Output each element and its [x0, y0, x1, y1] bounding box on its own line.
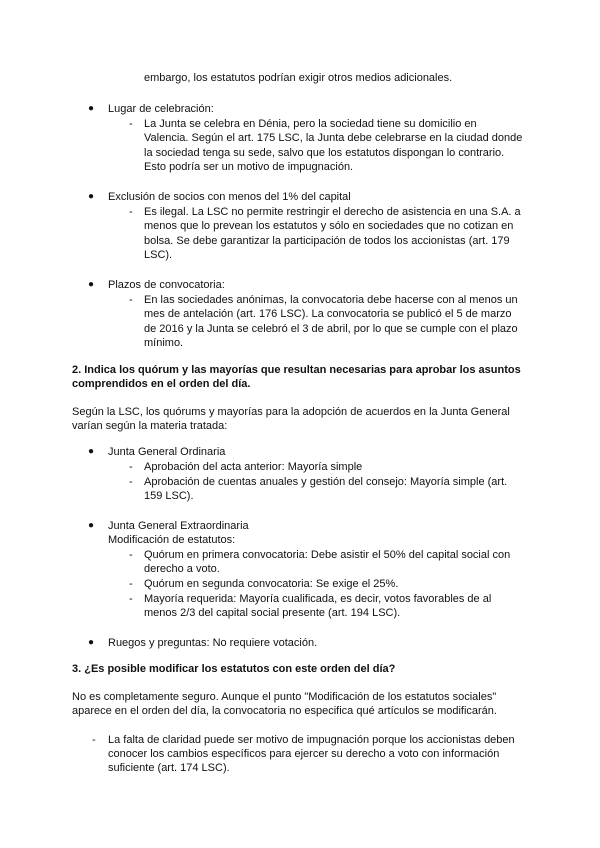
lugar-text: La Junta se celebra en Dénia, pero la sociedad tiene su domicilio en: [144, 118, 477, 130]
jge-text: Mayoría requerida: Mayoría cualificada, es decir, votos favorables de al: [144, 593, 492, 605]
bullet-ruegos: Ruegos y preguntas: No requiere votación.: [108, 637, 318, 649]
plazos-text: En las sociedades anónimas, la convocatoria debe hacerse con al menos un: [144, 294, 518, 306]
bullet-lugar-heading: Lugar de celebración:: [108, 103, 214, 115]
bullet-jge-heading: Junta General Extraordinaria: [108, 520, 249, 532]
bullet-marker: ●: [88, 446, 95, 457]
bullet-plazos-heading: Plazos de convocatoria:: [108, 279, 225, 291]
exclusion-text: LSC).: [144, 249, 173, 261]
jge-text: derecho a voto.: [144, 563, 220, 575]
continuation-text: embargo, los estatutos podrían exigir otros medios adicionales.: [144, 72, 453, 84]
bullet-marker: ●: [88, 520, 95, 531]
bullet-marker: ●: [88, 637, 95, 648]
bullet-exclusion-heading: Exclusión de socios con menos del 1% del capital: [108, 191, 351, 203]
jge-text: Quórum en segunda convocatoria: Se exige el 25%.: [144, 578, 399, 590]
dash-marker: -: [129, 118, 133, 130]
q3-intro: No es completamente seguro. Aunque el punto "Modificación de los estatutos sociales": [72, 691, 497, 703]
q3-text: conocer los cambios específicos para ejercer su derecho a voto con información: [108, 748, 500, 760]
bullet-marker: ●: [88, 103, 95, 114]
dash-marker: -: [129, 593, 133, 605]
q2-intro: Según la LSC, los quórums y mayorías para la adopción de acuerdos en la Junta General: [72, 406, 510, 418]
bullet-jgo-heading: Junta General Ordinaria: [108, 446, 226, 458]
dash-marker: -: [129, 294, 133, 306]
lugar-text: la sociedad tenga su sede, salvo que los estatutos dispongan lo contrario.: [144, 147, 505, 159]
q3-text: La falta de claridad puede ser motivo de impugnación porque los accionistas deben: [108, 734, 515, 746]
exclusion-text: bolsa. Se debe garantizar la participación de todos los accionistas (art. 179: [144, 235, 510, 247]
jge-text: Quórum en primera convocatoria: Debe asistir el 50% del capital social con: [144, 549, 511, 561]
q3-intro: aparece en el orden del día, la convocatoria no especifica qué artículos se modificarán.: [72, 705, 497, 717]
jge-text: menos 2/3 del capital social presente (art. 194 LSC).: [144, 607, 401, 619]
plazos-text: mínimo.: [144, 337, 184, 349]
dash-marker: -: [129, 476, 133, 488]
question-3-heading: 3. ¿Es posible modificar los estatutos con este orden del día?: [72, 663, 396, 675]
q3-text: suficiente (art. 174 LSC).: [108, 762, 230, 774]
bullet-marker: ●: [88, 191, 95, 202]
q2-intro: varían según la materia tratada:: [72, 420, 228, 432]
bullet-marker: ●: [88, 279, 95, 290]
jgo-text: 159 LSC).: [144, 490, 194, 502]
exclusion-text: Es ilegal. La LSC no permite restringir el derecho de asistencia en una S.A. a: [144, 206, 521, 218]
plazos-text: mes de antelación (art. 176 LSC). La convocatoria se publicó el 5 de marzo: [144, 308, 512, 320]
exclusion-text: menos que lo prevean los estatutos y sólo en sociedades que no cotizan en: [144, 220, 514, 232]
lugar-text: Valencia. Según el art. 175 LSC, la Junta debe celebrarse en la ciudad donde: [144, 132, 523, 144]
question-2-heading: comprendidos en el orden del día.: [72, 378, 251, 390]
question-2-heading: 2. Indica los quórum y las mayorías que resultan necesarias para aprobar los asuntos: [72, 364, 521, 376]
dash-marker: -: [129, 206, 133, 218]
plazos-text: de 2016 y la Junta se celebró el 3 de abril, por lo que se cumple con el plazo: [144, 323, 518, 335]
jgo-text: Aprobación de cuentas anuales y gestión del consejo: Mayoría simple (art.: [144, 476, 508, 488]
dash-marker: -: [92, 734, 96, 746]
jgo-text: Aprobación del acta anterior: Mayoría simple: [144, 461, 363, 473]
lugar-text: Esto podría ser un motivo de impugnación.: [144, 161, 354, 173]
dash-marker: -: [129, 461, 133, 473]
dash-marker: -: [129, 578, 133, 590]
jge-subheading: Modificación de estatutos:: [108, 534, 236, 546]
dash-marker: -: [129, 549, 133, 561]
